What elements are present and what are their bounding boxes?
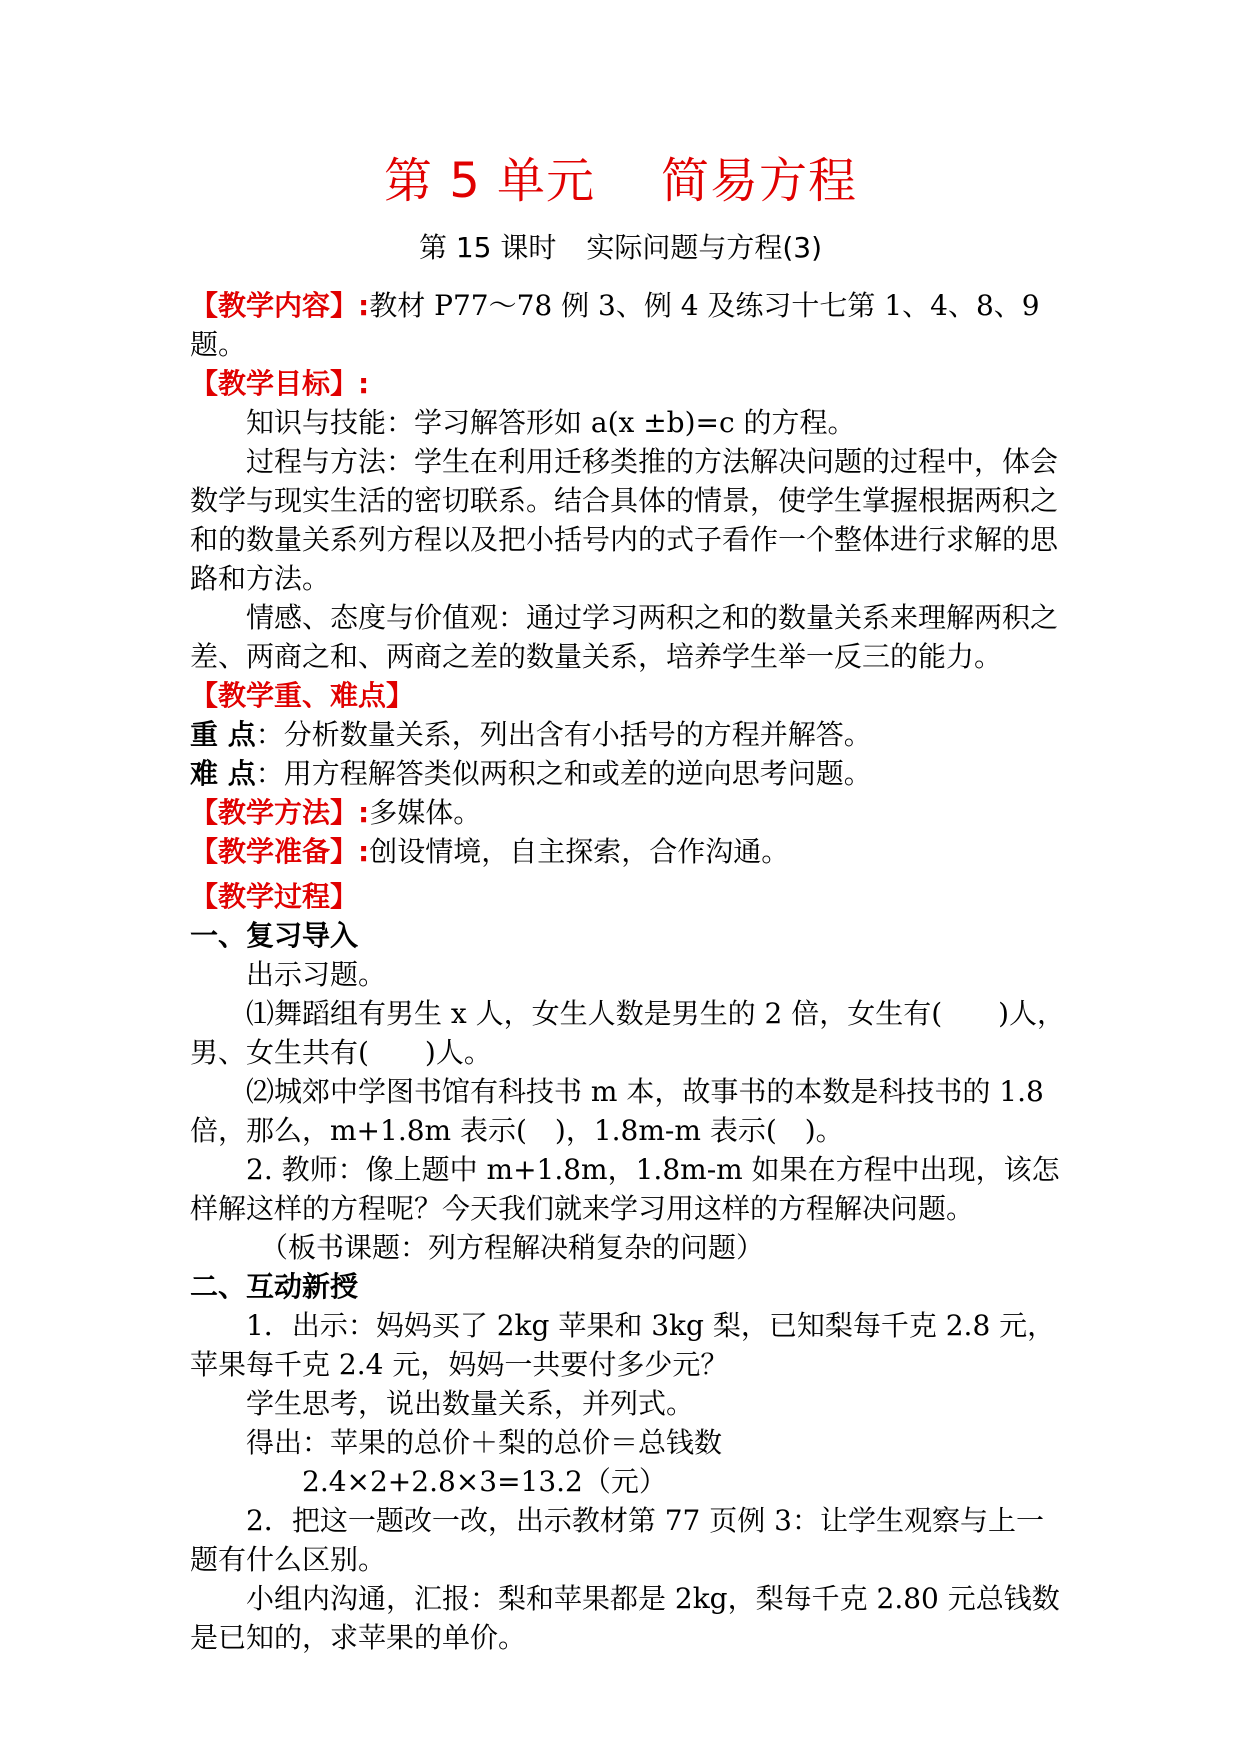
objectives-label: 【教学目标】:	[190, 367, 370, 400]
unit-title	[0, 148, 1241, 214]
lesson-name: 实际问题与方程(3)	[586, 231, 823, 264]
lesson-number: 第 15 课时	[418, 231, 557, 264]
key-point-label: 重 点	[190, 718, 256, 751]
unit-name: 简易方程	[661, 153, 858, 209]
objective-item: 知识与技能：学习解答形如 a(x ±b)=c 的方程。	[246, 406, 856, 439]
process-label: 【教学过程】	[190, 880, 359, 913]
teaching-method-label: 【教学方法】:	[190, 796, 370, 829]
teaching-method-text: 多媒体。	[369, 796, 482, 829]
section-1-line: 2. 教师：像上题中 m+1.8m，1.8m-m 如果在方程中出现，该怎样解这样的方程呢？今天我们就来学习用这样的方程解决问题。	[190, 1153, 1060, 1225]
section-2-line: 1．出示：妈妈买了 2kg 苹果和 3kg 梨，已知梨每千克 2.8 元，苹果每千克 2.4 元，妈妈一共要付多少元？	[190, 1309, 1056, 1381]
difficult-point	[190, 754, 1070, 793]
unit-number: 第 5 单元	[383, 153, 596, 209]
section-1-line: ⑴舞蹈组有男生 x 人，女生人数是男生的 2 倍，女生有( )人，男、女生共有( )人。	[190, 997, 1066, 1069]
keypoints-label: 【教学重、难点】	[190, 679, 415, 712]
teaching-content-label: 【教学内容】:	[190, 289, 370, 322]
key-point	[190, 715, 1070, 754]
section-1-title: 一、复习导入	[190, 919, 359, 952]
section-2-line: 2．把这一题改一改，出示教材第 77 页例 3：让学生观察与上一题有什么区别。	[190, 1504, 1044, 1576]
teaching-content	[190, 286, 1070, 364]
section-1-line: （板书课题：列方程解决稍复杂的问题）	[260, 1231, 765, 1264]
teaching-prep-text: 创设情境，自主探索，合作沟通。	[369, 835, 790, 868]
section-1-line: ⑵城郊中学图书馆有科技书 m 本，故事书的本数是科技书的 1.8 倍，那么，m+1.8m 表示( )，1.8m-m 表示( )。	[190, 1075, 1044, 1147]
teaching-content-text: 教材 P77～78 例 3、例 4 及练习十七第 1、4、8、9 题。	[190, 289, 1040, 361]
document-body	[190, 286, 1070, 1657]
difficult-point-text: ：用方程解答类似两积之和或差的逆向思考问题。	[255, 757, 872, 790]
objective-item: 情感、态度与价值观：通过学习两积之和的数量关系来理解两积之差、两商之和、两商之差的数量关系，培养学生举一反三的能力。	[190, 601, 1059, 673]
difficult-point-label: 难 点	[190, 757, 256, 790]
section-2-line: 2.4×2+2.8×3=13.2（元）	[302, 1465, 667, 1498]
section-2-line: 得出：苹果的总价＋梨的总价＝总钱数	[246, 1426, 723, 1459]
teaching-prep-label: 【教学准备】:	[190, 835, 370, 868]
section-2-line: 学生思考，说出数量关系，并列式。	[246, 1387, 695, 1420]
key-point-text: ：分析数量关系，列出含有小括号的方程并解答。	[255, 718, 872, 751]
teaching-method	[190, 793, 1070, 832]
section-2-title: 二、互动新授	[190, 1270, 359, 1303]
section-2-line: 小组内沟通，汇报：梨和苹果都是 2kg，梨每千克 2.80 元总钱数是已知的，求苹果的单价。	[190, 1582, 1060, 1654]
lesson-title	[0, 228, 1241, 268]
objective-item: 过程与方法：学生在利用迁移类推的方法解决问题的过程中，体会数学与现实生活的密切联系。结合具体的情景，使学生掌握根据两积之和的数量关系列方程以及把小括号内的式子看作一个整体进行求解的思路和方法。	[190, 445, 1059, 595]
teaching-prep	[190, 832, 1070, 871]
section-1-line: 出示习题。	[246, 958, 387, 991]
